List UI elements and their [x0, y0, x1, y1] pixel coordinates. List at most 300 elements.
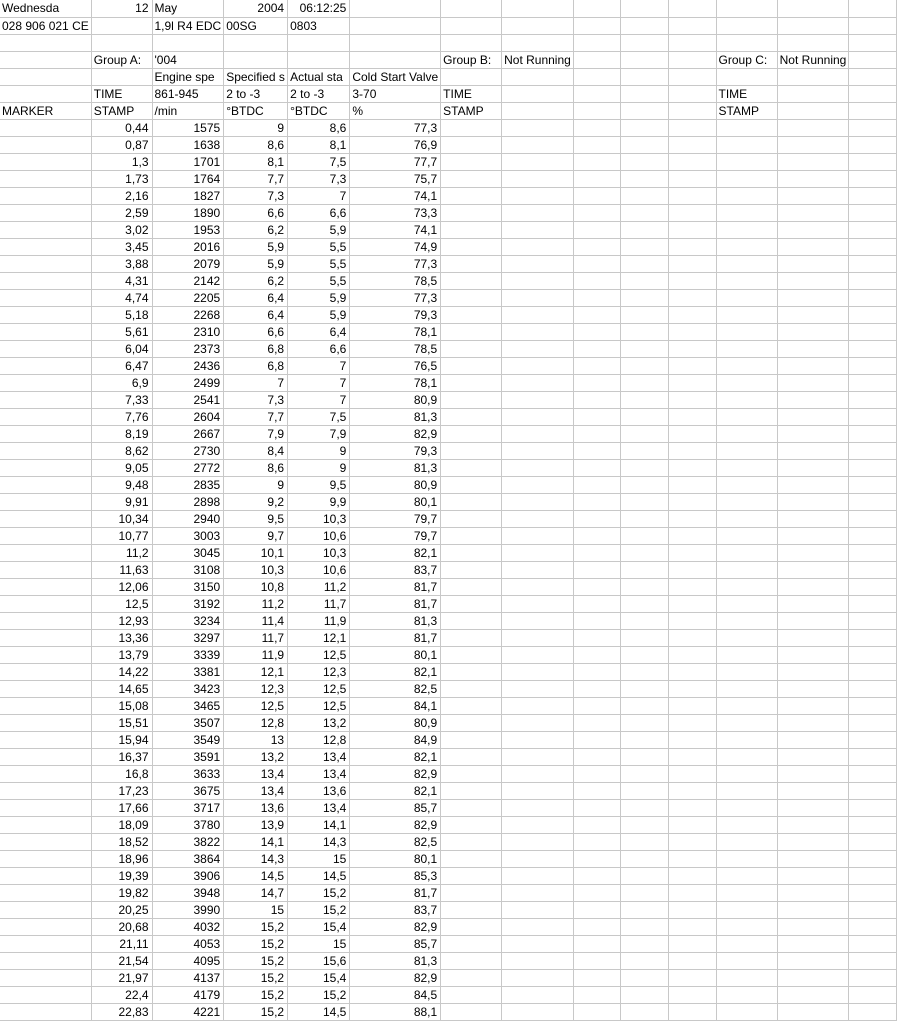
cell-empty[interactable]: [716, 408, 777, 425]
cell-empty[interactable]: [573, 1003, 621, 1020]
cell-empty[interactable]: [668, 527, 716, 544]
cell-empty[interactable]: [502, 833, 574, 850]
cell-cold-start-valve[interactable]: 82,1: [350, 544, 441, 561]
cell-empty[interactable]: [777, 255, 849, 272]
cell-empty[interactable]: [668, 918, 716, 935]
cell-engine-speed[interactable]: 1638: [152, 136, 224, 153]
cell-empty[interactable]: [668, 136, 716, 153]
cell-cold-start-valve[interactable]: 84,5: [350, 986, 441, 1003]
cell-empty[interactable]: [573, 170, 621, 187]
cell-empty[interactable]: [777, 340, 849, 357]
cell-time-stamp[interactable]: 11,2: [91, 544, 152, 561]
cell-empty[interactable]: [573, 289, 621, 306]
cell-empty[interactable]: [441, 289, 502, 306]
cell-time-stamp[interactable]: 6,47: [91, 357, 152, 374]
cell-empty[interactable]: [716, 170, 777, 187]
cell-empty[interactable]: [441, 867, 502, 884]
group-c-value[interactable]: Not Running: [777, 51, 849, 68]
cell-empty[interactable]: [502, 595, 574, 612]
cell-empty[interactable]: [573, 187, 621, 204]
cell-empty[interactable]: [777, 697, 849, 714]
cell-engine-speed[interactable]: 4179: [152, 986, 224, 1003]
cell-empty[interactable]: [849, 561, 897, 578]
cell-empty[interactable]: [668, 629, 716, 646]
field-engine-speed[interactable]: Engine spe: [152, 68, 224, 85]
cell-empty[interactable]: [573, 782, 621, 799]
cell-empty[interactable]: [777, 425, 849, 442]
cell-empty[interactable]: [849, 918, 897, 935]
cell-engine-speed[interactable]: 3297: [152, 629, 224, 646]
cell-empty[interactable]: [621, 1003, 669, 1020]
cell-empty[interactable]: [502, 221, 574, 238]
cell-empty[interactable]: [716, 340, 777, 357]
cell-empty[interactable]: [441, 901, 502, 918]
cell-cold-start-valve[interactable]: 74,9: [350, 238, 441, 255]
cell-empty[interactable]: [849, 391, 897, 408]
cell-marker[interactable]: [0, 204, 91, 221]
cell-marker[interactable]: [0, 170, 91, 187]
cell-cold-start-valve[interactable]: 80,1: [350, 850, 441, 867]
cell-empty[interactable]: [777, 561, 849, 578]
cell-empty[interactable]: [668, 255, 716, 272]
cell-empty[interactable]: [716, 527, 777, 544]
cell-specified-start[interactable]: 6,6: [224, 204, 288, 221]
cell-empty[interactable]: [573, 408, 621, 425]
cell-empty[interactable]: [621, 306, 669, 323]
cell-empty[interactable]: [441, 748, 502, 765]
cell-empty[interactable]: [502, 918, 574, 935]
cell-actual-start[interactable]: 14,1: [288, 816, 350, 833]
cell-empty[interactable]: [849, 255, 897, 272]
cell-empty[interactable]: [441, 1003, 502, 1020]
cell-engine-speed[interactable]: 4032: [152, 918, 224, 935]
cell-marker[interactable]: [0, 799, 91, 816]
group-c-label[interactable]: Group C:: [716, 51, 777, 68]
cell-empty[interactable]: [573, 884, 621, 901]
cell-actual-start[interactable]: 7,5: [288, 153, 350, 170]
cell-empty[interactable]: [777, 204, 849, 221]
cell-empty[interactable]: [716, 238, 777, 255]
cell-empty[interactable]: [573, 663, 621, 680]
cell-time-stamp[interactable]: 18,52: [91, 833, 152, 850]
cell-time-stamp[interactable]: 3,02: [91, 221, 152, 238]
cell-empty[interactable]: [849, 136, 897, 153]
cell-empty[interactable]: [621, 408, 669, 425]
cell-engine-speed[interactable]: 3822: [152, 833, 224, 850]
cell-code2[interactable]: 0803: [288, 17, 350, 34]
cell-empty[interactable]: [441, 493, 502, 510]
cell-specified-start[interactable]: 11,7: [224, 629, 288, 646]
cell-marker[interactable]: [0, 646, 91, 663]
cell-empty[interactable]: [777, 969, 849, 986]
cell-empty[interactable]: [668, 646, 716, 663]
cell-specified-start[interactable]: 5,9: [224, 238, 288, 255]
cell-empty[interactable]: [849, 969, 897, 986]
cell-specified-start[interactable]: 6,8: [224, 357, 288, 374]
cell-marker[interactable]: [0, 136, 91, 153]
cell-cold-start-valve[interactable]: 83,7: [350, 561, 441, 578]
cell-engine-speed[interactable]: 2772: [152, 459, 224, 476]
cell-empty[interactable]: [777, 850, 849, 867]
cell-empty[interactable]: [573, 850, 621, 867]
cell-empty[interactable]: [668, 187, 716, 204]
cell-actual-start[interactable]: 12,5: [288, 680, 350, 697]
cell-empty[interactable]: [621, 901, 669, 918]
cell-empty[interactable]: [716, 901, 777, 918]
cell-empty[interactable]: [621, 289, 669, 306]
cell-marker[interactable]: [0, 221, 91, 238]
cell-empty[interactable]: [502, 1003, 574, 1020]
cell-empty[interactable]: [621, 646, 669, 663]
cell-empty[interactable]: [716, 969, 777, 986]
cell-specified-start[interactable]: 15,2: [224, 935, 288, 952]
cell-empty[interactable]: [849, 782, 897, 799]
cell-specified-start[interactable]: 12,3: [224, 680, 288, 697]
cell-empty[interactable]: [621, 204, 669, 221]
cell-engine-speed[interactable]: 2667: [152, 425, 224, 442]
cell-empty[interactable]: [441, 612, 502, 629]
cell-specified-start[interactable]: 7: [224, 374, 288, 391]
cell-empty[interactable]: [849, 986, 897, 1003]
cell-empty[interactable]: [849, 629, 897, 646]
cell-time-stamp[interactable]: 8,62: [91, 442, 152, 459]
cell-empty[interactable]: [668, 816, 716, 833]
cell-cold-start-valve[interactable]: 81,7: [350, 884, 441, 901]
cell-marker[interactable]: [0, 578, 91, 595]
cell-empty[interactable]: [441, 833, 502, 850]
cell-empty[interactable]: [777, 238, 849, 255]
unit-specified-start[interactable]: °BTDC: [224, 102, 288, 119]
cell-empty[interactable]: [716, 391, 777, 408]
cell-actual-start[interactable]: 8,1: [288, 136, 350, 153]
cell-specified-start[interactable]: 15,2: [224, 1003, 288, 1020]
cell-empty[interactable]: [849, 612, 897, 629]
cell-empty[interactable]: [621, 595, 669, 612]
cell-actual-start[interactable]: 10,6: [288, 527, 350, 544]
cell-empty[interactable]: [777, 119, 849, 136]
cell-engine-speed[interactable]: 2268: [152, 306, 224, 323]
unit-cold-start-valve[interactable]: %: [350, 102, 441, 119]
cell-empty[interactable]: [849, 425, 897, 442]
cell-empty[interactable]: [849, 527, 897, 544]
cell-empty[interactable]: [716, 425, 777, 442]
cell-engine-speed[interactable]: 3339: [152, 646, 224, 663]
cell-marker[interactable]: [0, 714, 91, 731]
cell-empty[interactable]: [573, 204, 621, 221]
cell-time-stamp[interactable]: 15,08: [91, 697, 152, 714]
cell-empty[interactable]: [573, 969, 621, 986]
cell-empty[interactable]: [502, 527, 574, 544]
cell-time-stamp[interactable]: 21,97: [91, 969, 152, 986]
cell-empty[interactable]: [849, 901, 897, 918]
cell-cold-start-valve[interactable]: 82,5: [350, 680, 441, 697]
cell-empty[interactable]: [849, 476, 897, 493]
cell-time-stamp[interactable]: 16,37: [91, 748, 152, 765]
cell-empty[interactable]: [668, 476, 716, 493]
cell-empty[interactable]: [668, 306, 716, 323]
cell-specified-start[interactable]: 15,2: [224, 969, 288, 986]
cell-cold-start-valve[interactable]: 82,9: [350, 765, 441, 782]
cell-empty[interactable]: [777, 510, 849, 527]
cell-time-stamp[interactable]: 2,59: [91, 204, 152, 221]
cell-cold-start-valve[interactable]: 82,9: [350, 918, 441, 935]
cell-time-stamp[interactable]: 13,36: [91, 629, 152, 646]
cell-specified-start[interactable]: 15,2: [224, 986, 288, 1003]
cell-empty[interactable]: [668, 357, 716, 374]
cell-actual-start[interactable]: 5,5: [288, 255, 350, 272]
cell-cold-start-valve[interactable]: 75,7: [350, 170, 441, 187]
cell-specified-start[interactable]: 8,1: [224, 153, 288, 170]
cell-cold-start-valve[interactable]: 85,3: [350, 867, 441, 884]
cell-empty[interactable]: [502, 697, 574, 714]
cell-empty[interactable]: [777, 493, 849, 510]
cell-specified-start[interactable]: 6,2: [224, 272, 288, 289]
cell-empty[interactable]: [849, 595, 897, 612]
cell-time-stamp[interactable]: 20,25: [91, 901, 152, 918]
cell-empty[interactable]: [621, 510, 669, 527]
cell-empty[interactable]: [716, 578, 777, 595]
cell-empty[interactable]: [777, 289, 849, 306]
cell-empty[interactable]: [777, 136, 849, 153]
cell-empty[interactable]: [716, 629, 777, 646]
cell-marker[interactable]: [0, 969, 91, 986]
cell-engine-speed[interactable]: 3990: [152, 901, 224, 918]
cell-engine-speed[interactable]: 3549: [152, 731, 224, 748]
cell-specified-start[interactable]: 13,2: [224, 748, 288, 765]
cell-empty[interactable]: [621, 119, 669, 136]
cell-actual-start[interactable]: 13,4: [288, 748, 350, 765]
cell-month[interactable]: May: [152, 0, 224, 17]
cell-empty[interactable]: [502, 408, 574, 425]
cell-specified-start[interactable]: 15: [224, 901, 288, 918]
cell-empty[interactable]: [573, 391, 621, 408]
cell-empty[interactable]: [668, 391, 716, 408]
cell-empty[interactable]: [849, 1003, 897, 1020]
cell-marker[interactable]: [0, 289, 91, 306]
cell-empty[interactable]: [502, 765, 574, 782]
cell-engine-speed[interactable]: 4053: [152, 935, 224, 952]
cell-actual-start[interactable]: 7: [288, 187, 350, 204]
cell-empty[interactable]: [716, 544, 777, 561]
cell-empty[interactable]: [621, 748, 669, 765]
cell-engine-speed[interactable]: 2310: [152, 323, 224, 340]
cell-engine-speed[interactable]: 1890: [152, 204, 224, 221]
cell-actual-start[interactable]: 13,6: [288, 782, 350, 799]
cell-time-stamp[interactable]: 14,22: [91, 663, 152, 680]
cell-empty[interactable]: [668, 459, 716, 476]
cell-specified-start[interactable]: 13,4: [224, 765, 288, 782]
cell-marker[interactable]: [0, 833, 91, 850]
cell-empty[interactable]: [621, 493, 669, 510]
cell-empty[interactable]: [777, 867, 849, 884]
cell-empty[interactable]: [849, 663, 897, 680]
cell-part-no[interactable]: 028 906 021 CE: [0, 17, 91, 34]
cell-marker[interactable]: [0, 374, 91, 391]
cell-empty[interactable]: [621, 782, 669, 799]
cell-engine-speed[interactable]: 2016: [152, 238, 224, 255]
cell-actual-start[interactable]: 13,2: [288, 714, 350, 731]
cell-empty[interactable]: [441, 935, 502, 952]
cell-empty[interactable]: [716, 119, 777, 136]
cell-empty[interactable]: [441, 391, 502, 408]
cell-actual-start[interactable]: 15,2: [288, 884, 350, 901]
cell-engine-speed[interactable]: 3234: [152, 612, 224, 629]
cell-specified-start[interactable]: 6,4: [224, 289, 288, 306]
cell-time-stamp[interactable]: 13,79: [91, 646, 152, 663]
cell-marker[interactable]: [0, 867, 91, 884]
cell-actual-start[interactable]: 14,3: [288, 833, 350, 850]
cell-specified-start[interactable]: 6,4: [224, 306, 288, 323]
cell-marker[interactable]: [0, 255, 91, 272]
cell-cold-start-valve[interactable]: 85,7: [350, 799, 441, 816]
cell-specified-start[interactable]: 12,1: [224, 663, 288, 680]
cell-empty[interactable]: [573, 714, 621, 731]
cell-empty[interactable]: [502, 476, 574, 493]
cell-empty[interactable]: [716, 459, 777, 476]
cell-engine-speed[interactable]: 3003: [152, 527, 224, 544]
cell-empty[interactable]: [716, 765, 777, 782]
cell-empty[interactable]: [573, 272, 621, 289]
cell-empty[interactable]: [502, 935, 574, 952]
cell-specified-start[interactable]: 8,4: [224, 442, 288, 459]
cell-empty[interactable]: [668, 748, 716, 765]
cell-code1[interactable]: 00SG: [224, 17, 288, 34]
cell-actual-start[interactable]: 12,3: [288, 663, 350, 680]
cell-actual-start[interactable]: 12,5: [288, 697, 350, 714]
cell-specified-start[interactable]: 6,8: [224, 340, 288, 357]
cell-actual-start[interactable]: 13,4: [288, 799, 350, 816]
cell-cold-start-valve[interactable]: 82,1: [350, 748, 441, 765]
cell-empty[interactable]: [716, 731, 777, 748]
cell-empty[interactable]: [849, 221, 897, 238]
cell-empty[interactable]: [621, 884, 669, 901]
cell-actual-start[interactable]: 13,4: [288, 765, 350, 782]
cell-empty[interactable]: [777, 221, 849, 238]
cell-empty[interactable]: [777, 357, 849, 374]
cell-specified-start[interactable]: 10,3: [224, 561, 288, 578]
cell-engine-speed[interactable]: 2940: [152, 510, 224, 527]
cell-empty[interactable]: [716, 510, 777, 527]
cell-engine-speed[interactable]: 3717: [152, 799, 224, 816]
cell-empty[interactable]: [777, 442, 849, 459]
cell-empty[interactable]: [621, 187, 669, 204]
cell-empty[interactable]: [849, 646, 897, 663]
cell-actual-start[interactable]: 7,9: [288, 425, 350, 442]
cell-empty[interactable]: [573, 323, 621, 340]
cell-actual-start[interactable]: 9,9: [288, 493, 350, 510]
cell-empty[interactable]: [716, 374, 777, 391]
cell-empty[interactable]: [621, 629, 669, 646]
cell-empty[interactable]: [777, 187, 849, 204]
cell-empty[interactable]: [573, 697, 621, 714]
cell-empty[interactable]: [621, 935, 669, 952]
cell-empty[interactable]: [777, 306, 849, 323]
cell-empty[interactable]: [716, 782, 777, 799]
cell-marker[interactable]: [0, 238, 91, 255]
cell-empty[interactable]: [441, 799, 502, 816]
cell-marker[interactable]: [0, 493, 91, 510]
cell-empty[interactable]: [621, 391, 669, 408]
cell-empty[interactable]: [668, 221, 716, 238]
cell-actual-start[interactable]: 12,5: [288, 646, 350, 663]
cell-empty[interactable]: [573, 306, 621, 323]
cell-engine-speed[interactable]: 2541: [152, 391, 224, 408]
cell-empty[interactable]: [668, 612, 716, 629]
cell-empty[interactable]: [849, 442, 897, 459]
cell-engine-speed[interactable]: 1701: [152, 153, 224, 170]
cell-marker[interactable]: [0, 527, 91, 544]
cell-specified-start[interactable]: 13,4: [224, 782, 288, 799]
cell-empty[interactable]: [849, 935, 897, 952]
cell-cold-start-valve[interactable]: 82,5: [350, 833, 441, 850]
cell-empty[interactable]: [621, 731, 669, 748]
cell-engine-speed[interactable]: 4137: [152, 969, 224, 986]
cell-empty[interactable]: [849, 697, 897, 714]
cell-engine-speed[interactable]: 3906: [152, 867, 224, 884]
cell-empty[interactable]: [716, 714, 777, 731]
cell-time-stamp[interactable]: 7,33: [91, 391, 152, 408]
cell-cold-start-valve[interactable]: 76,5: [350, 357, 441, 374]
cell-empty[interactable]: [502, 425, 574, 442]
cell-engine-speed[interactable]: 3192: [152, 595, 224, 612]
cell-empty[interactable]: [502, 357, 574, 374]
cell-empty[interactable]: [716, 187, 777, 204]
cell-empty[interactable]: [668, 799, 716, 816]
cell-empty[interactable]: [716, 935, 777, 952]
cell-empty[interactable]: [716, 561, 777, 578]
cell-empty[interactable]: [849, 272, 897, 289]
cell-empty[interactable]: [502, 323, 574, 340]
cell-actual-start[interactable]: 5,9: [288, 289, 350, 306]
cell-actual-start[interactable]: 8,6: [288, 119, 350, 136]
cell-empty[interactable]: [777, 646, 849, 663]
cell-empty[interactable]: [716, 918, 777, 935]
cell-empty[interactable]: [849, 544, 897, 561]
cell-empty[interactable]: [777, 663, 849, 680]
cell-empty[interactable]: [573, 935, 621, 952]
cell-engine-speed[interactable]: 2436: [152, 357, 224, 374]
cell-empty[interactable]: [573, 442, 621, 459]
cell-empty[interactable]: [621, 680, 669, 697]
cell-cold-start-valve[interactable]: 83,7: [350, 901, 441, 918]
cell-empty[interactable]: [573, 629, 621, 646]
cell-empty[interactable]: [668, 782, 716, 799]
cell-empty[interactable]: [716, 612, 777, 629]
cell-time-stamp[interactable]: 0,44: [91, 119, 152, 136]
cell-empty[interactable]: [441, 306, 502, 323]
cell-engine-speed[interactable]: 4221: [152, 1003, 224, 1020]
cell-empty[interactable]: [441, 697, 502, 714]
cell-empty[interactable]: [441, 918, 502, 935]
cell-empty[interactable]: [849, 731, 897, 748]
cell-empty[interactable]: [441, 765, 502, 782]
cell-cold-start-valve[interactable]: 81,3: [350, 408, 441, 425]
cell-empty[interactable]: [777, 1003, 849, 1020]
cell-empty[interactable]: [573, 680, 621, 697]
unit-engine-speed[interactable]: /min: [152, 102, 224, 119]
cell-specified-start[interactable]: 10,8: [224, 578, 288, 595]
cell-empty[interactable]: [849, 867, 897, 884]
cell-empty[interactable]: [502, 901, 574, 918]
cell-engine-speed[interactable]: 3465: [152, 697, 224, 714]
cell-actual-start[interactable]: 6,6: [288, 204, 350, 221]
cell-empty[interactable]: [668, 663, 716, 680]
cell-empty[interactable]: [777, 680, 849, 697]
cell-empty[interactable]: [621, 153, 669, 170]
cell-empty[interactable]: [849, 833, 897, 850]
cell-empty[interactable]: [777, 901, 849, 918]
cell-engine-speed[interactable]: 3507: [152, 714, 224, 731]
